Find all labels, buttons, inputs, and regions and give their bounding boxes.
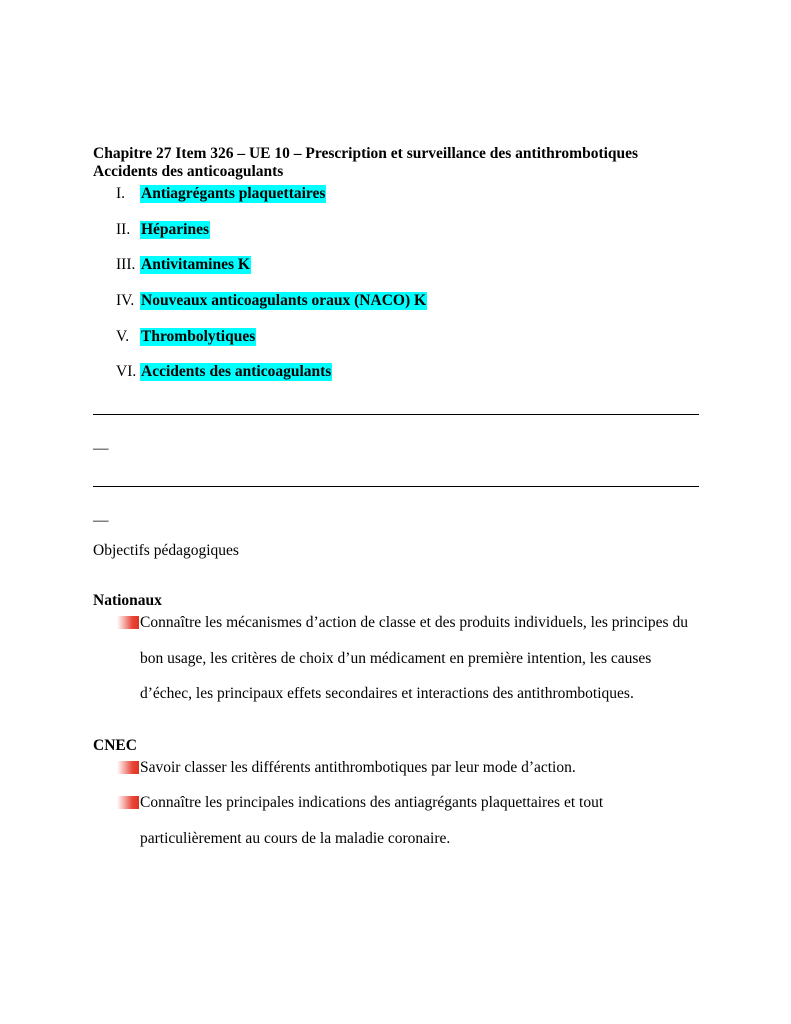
toc-item-naco: Nouveaux anticoagulants oraux (NACO) K [141,292,427,309]
cnec-heading: CNEC [93,737,137,754]
cnec-item-line: Savoir classer les différents antithrombotiques par leur mode d’action. [140,759,576,776]
toc-item-antiagregants: Antiagrégants plaquettaires [141,185,326,202]
toc-number: II. [116,221,131,238]
cnec-item-line: Connaître les principales indications des antiagrégants plaquettaires et tout [140,794,604,811]
toc-item-heparines: Héparines [141,221,210,238]
toc-number: V. [116,328,130,345]
toc-item-antivitamines: Antivitamines K [141,256,250,273]
nationaux-item-line: Connaître les mécanismes d’action de classe et des produits individuels, les principes du [140,614,688,631]
bullet-icon [117,616,139,629]
nationaux-item-line: bon usage, les critères de choix d’un médicament en première intention, les causes [140,650,652,667]
horizontal-rule [93,414,699,415]
bullet-icon [117,761,139,774]
separator-dash: — [93,512,109,529]
cnec-item-line: particulièrement au cours de la maladie coronaire. [140,830,451,847]
chapter-heading-line2: Accidents des anticoagulants [93,163,284,180]
nationaux-heading: Nationaux [93,592,162,609]
horizontal-rule [93,486,699,487]
toc-number: VI. [116,363,137,380]
toc-number: IV. [116,292,135,309]
chapter-heading-line1: Chapitre 27 Item 326 – UE 10 – Prescription et surveillance des antithrombotiques [93,145,639,162]
separator-dash: — [93,440,109,457]
toc-number: III. [116,256,136,273]
nationaux-item-line: d’échec, les principaux effets secondaires et interactions des antithrombotiques. [140,685,634,702]
toc-item-accidents: Accidents des anticoagulants [141,363,332,380]
bullet-icon [117,796,139,809]
toc-item-thrombolytiques: Thrombolytiques [141,328,256,345]
chapter-heading [93,145,638,181]
objectives-title: Objectifs pédagogiques [93,542,239,559]
toc-number: I. [116,185,126,202]
